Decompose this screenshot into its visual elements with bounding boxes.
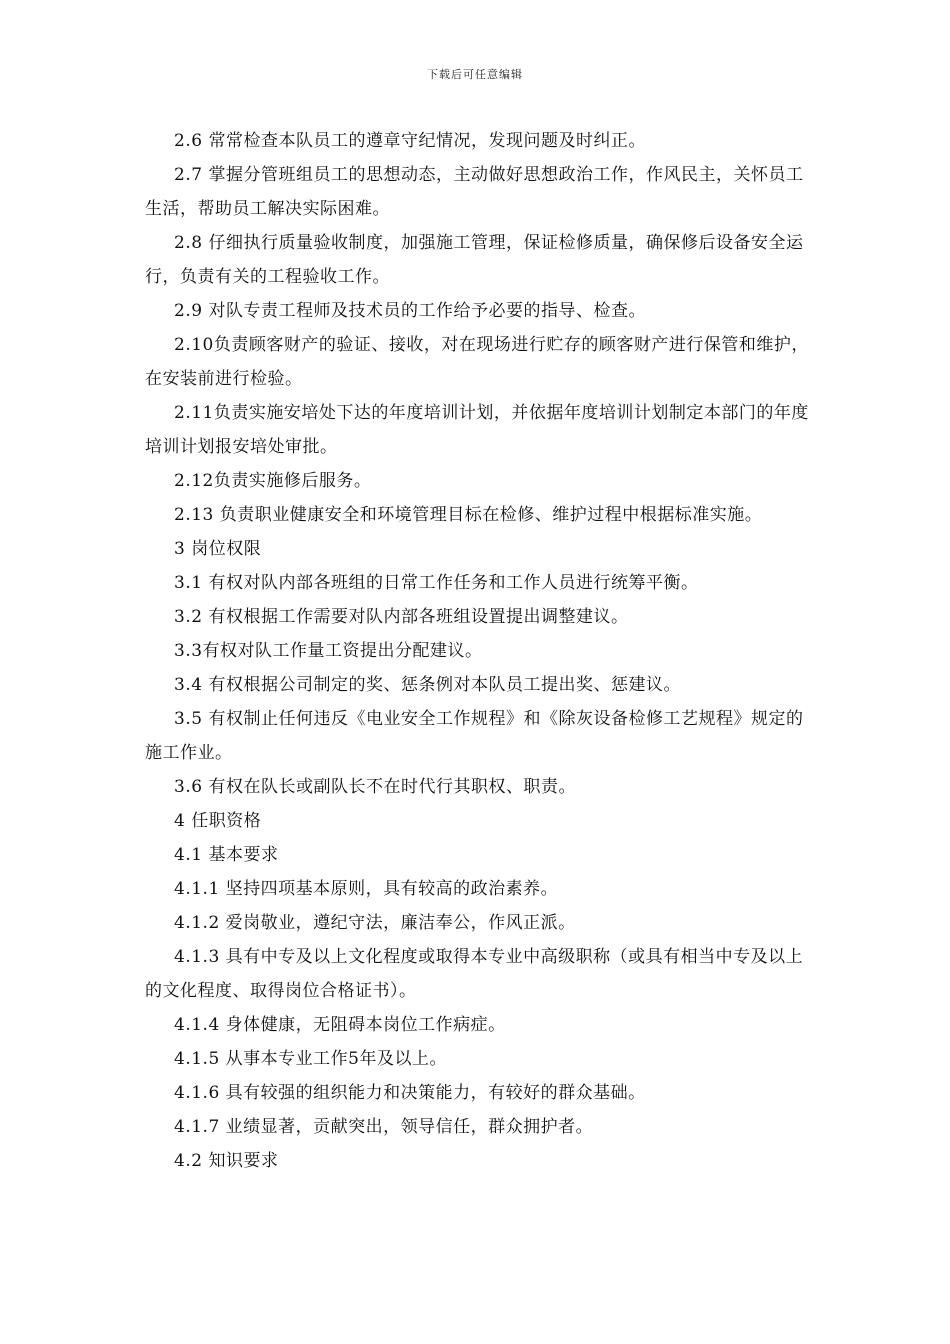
paragraph: 3.5 有权制止任何违反《电业安全工作规程》和《除灰设备检修工艺规程》规定的施工作业。 <box>145 709 804 763</box>
paragraph: 2.6 常常检查本队员工的遵章守纪情况，发现问题及时纠正。 <box>174 131 646 151</box>
paragraph: 2.12负责实施修后服务。 <box>174 471 372 491</box>
paragraph: 4.1.7 业绩显著，贡献突出，领导信任，群众拥护者。 <box>174 1117 594 1137</box>
paragraph: 4.1.1 坚持四项基本原则，具有较高的政治素养。 <box>174 879 559 899</box>
section-heading: 3 岗位权限 <box>174 539 262 559</box>
paragraph: 2.10负责顾客财产的验证、接收，对在现场进行贮存的顾客财产进行保管和维护，在安装前进行检验。 <box>145 335 809 389</box>
paragraph: 3.6 有权在队长或副队长不在时代行其职权、职责。 <box>174 777 576 797</box>
page-header: 下载后可任意编辑 <box>427 68 523 81</box>
paragraph: 2.11负责实施安培处下达的年度培训计划，并依据年度培训计划制定本部门的年度培训计划报安培处审批。 <box>145 403 809 457</box>
subsection-heading: 4.1 基本要求 <box>174 845 279 865</box>
paragraph: 4.1.6 具有较强的组织能力和决策能力，有较好的群众基础。 <box>174 1083 646 1103</box>
paragraph: 4.1.2 爱岗敬业，遵纪守法，廉洁奉公，作风正派。 <box>174 913 576 933</box>
paragraph: 2.7 掌握分管班组员工的思想动态，主动做好思想政治工作，作风民主，关怀员工生活，帮助员工解决实际困难。 <box>145 165 804 219</box>
paragraph: 2.13 负责职业健康安全和环境管理目标在检修、维护过程中根据标准实施。 <box>174 505 763 525</box>
paragraph: 3.1 有权对队内部各班组的日常工作任务和工作人员进行统筹平衡。 <box>174 573 699 593</box>
paragraph: 2.9 对队专责工程师及技术员的工作给予必要的指导、检查。 <box>174 301 646 321</box>
section-heading: 4 任职资格 <box>174 811 262 831</box>
paragraph: 2.8 仔细执行质量验收制度，加强施工管理，保证检修质量，确保修后设备安全运行，负责有关的工程验收工作。 <box>145 233 804 287</box>
paragraph: 3.3有权对队工作量工资提出分配建议。 <box>174 641 483 661</box>
document-body <box>145 124 810 1178</box>
paragraph: 4.1.4 身体健康，无阻碍本岗位工作病症。 <box>174 1015 506 1035</box>
subsection-heading: 4.2 知识要求 <box>174 1151 279 1171</box>
paragraph: 4.1.5 从事本专业工作5年及以上。 <box>174 1049 447 1069</box>
paragraph: 4.1.3 具有中专及以上文化程度或取得本专业中高级职称（或具有相当中专及以上的文化程度、取得岗位合格证书）。 <box>145 947 804 1001</box>
paragraph: 3.4 有权根据公司制定的奖、惩条例对本队员工提出奖、惩建议。 <box>174 675 681 695</box>
paragraph: 3.2 有权根据工作需要对队内部各班组设置提出调整建议。 <box>174 607 629 627</box>
